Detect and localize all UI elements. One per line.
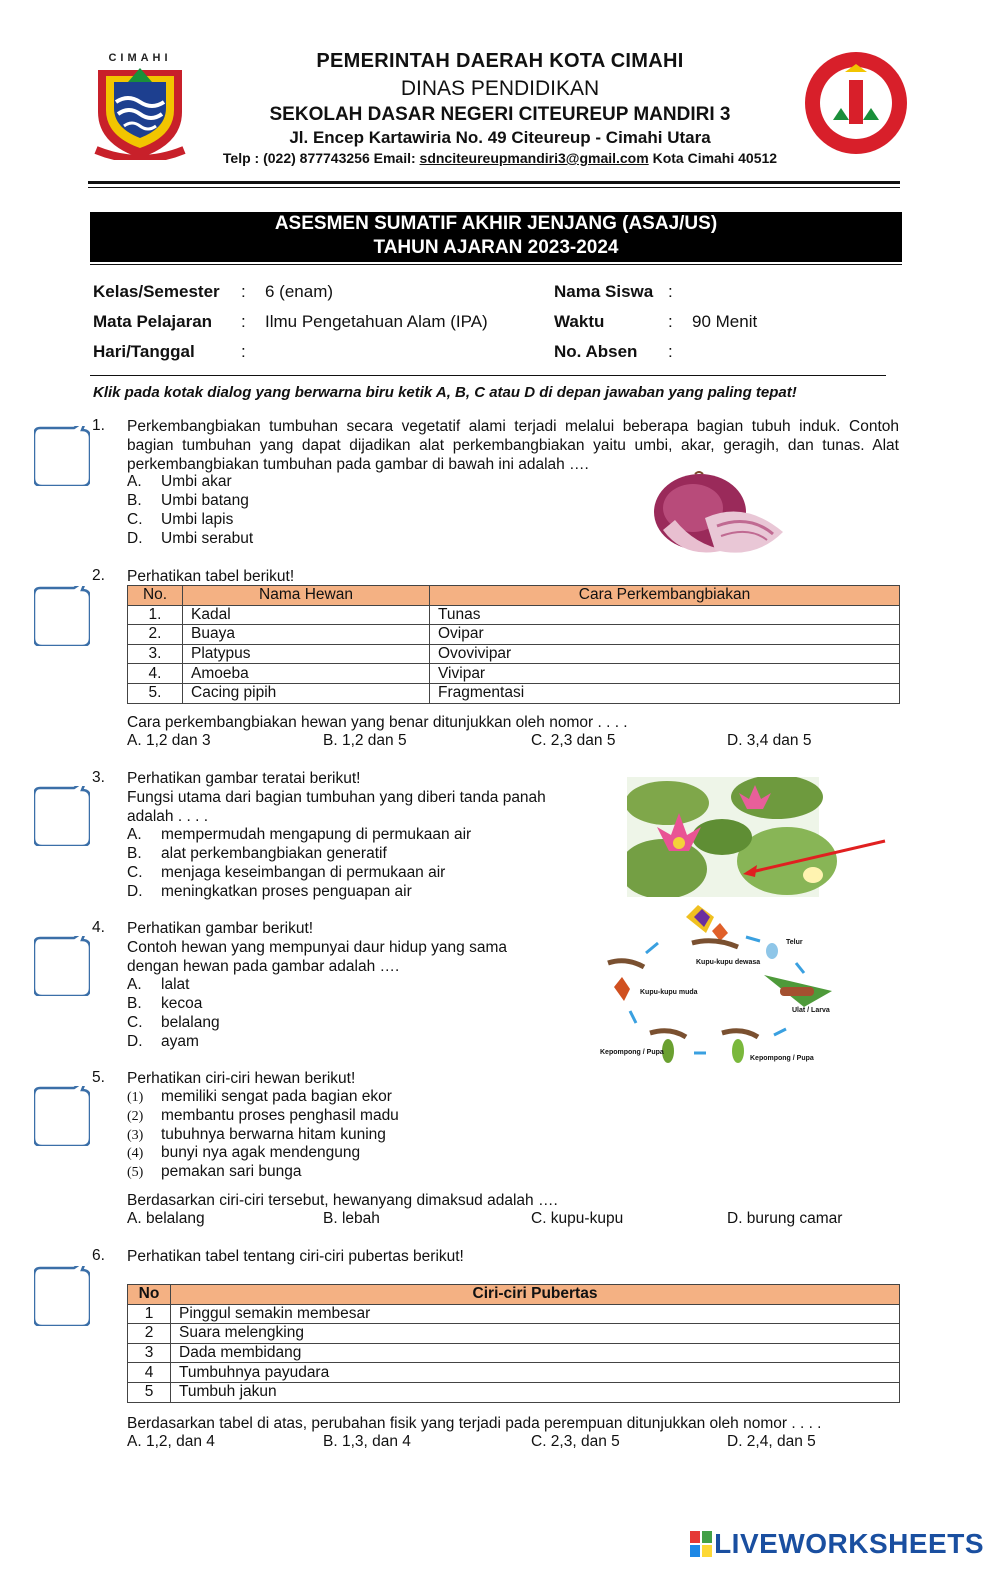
email-link[interactable]: sdnciteureupmandiri3@gmail.com <box>419 150 649 166</box>
kelas-label: Kelas/Semester <box>93 282 220 301</box>
q5-answer-d: D. burung camar <box>727 1210 843 1227</box>
shallot-image <box>645 470 790 560</box>
label-larva: Ulat / Larva <box>792 1007 830 1014</box>
q1-option-a: A. Umbi akar <box>127 473 232 490</box>
q5-answer-c: C. kupu-kupu <box>531 1210 624 1227</box>
exam-title-banner <box>90 212 902 262</box>
header-divider-thick <box>88 181 900 184</box>
table-row: 3. Platypus Ovovivipar <box>128 644 900 664</box>
q2-answer-a: A. 1,2 dan 3 <box>127 732 211 749</box>
header-divider-thin <box>88 187 900 188</box>
q2-table-header <box>128 586 900 606</box>
q4-line1: Perhatikan gambar berikut! <box>127 920 314 937</box>
instruction: Klik pada kotak dialog yang berwarna biru ketik A, B, C atau D di depan jawaban yang paling tepat! <box>93 384 797 401</box>
q5-intro: Perhatikan ciri-ciri hewan berikut! <box>127 1070 356 1087</box>
banner-underline <box>90 264 902 265</box>
liveworksheets-brand[interactable]: LIVEWORKSHEETS <box>714 1528 984 1559</box>
q3-line3: adalah . . . . <box>127 808 208 825</box>
label-pupa-right: Kepompong / Pupa <box>750 1055 814 1062</box>
q6-table-header <box>128 1285 900 1305</box>
contact-prefix: Telp : (022) 877743256 Email: <box>222 150 420 166</box>
q5-answer-b: B. lebah <box>323 1210 380 1227</box>
q2-number: 2. <box>92 567 105 584</box>
q5-number: 5. <box>92 1069 105 1086</box>
q5-feature-2: (2) membantu proses penghasil madu <box>127 1107 399 1124</box>
answer-box-q3[interactable] <box>34 786 90 846</box>
mapel-value: Ilmu Pengetahuan Alam (IPA) <box>265 312 488 331</box>
table-row: 5. Cacing pipih Fragmentasi <box>128 683 900 703</box>
answer-box-q5[interactable] <box>34 1086 90 1146</box>
exam-title: ASESMEN SUMATIF AKHIR JENJANG (ASAJ/US) <box>274 213 718 234</box>
q5-feature-1: (1) memiliki sengat pada bagian ekor <box>127 1088 392 1105</box>
info-divider <box>90 375 886 376</box>
q6-answer-b: B. 1,3, dan 4 <box>323 1433 411 1450</box>
table-row: 4 Tumbuhnya payudara <box>128 1363 900 1383</box>
q1-option-d: D. Umbi serabut <box>127 530 254 547</box>
absen-colon: : <box>668 342 673 361</box>
table-row: 1 Pinggul semakin membesar <box>128 1304 900 1324</box>
header-government: PEMERINTAH DAERAH KOTA CIMAHI <box>316 50 684 72</box>
liveworksheets-logo-icon <box>690 1531 712 1557</box>
table-row: 4. Amoeba Vivipar <box>128 664 900 684</box>
q3-line1: Perhatikan gambar teratai berikut! <box>127 770 361 787</box>
q2-th-no: No. <box>128 586 183 606</box>
answer-box-q4[interactable] <box>34 936 90 996</box>
q5-feature-4: (4) bunyi nya agak mendengung <box>127 1144 361 1161</box>
q6-answer-c: C. 2,3, dan 5 <box>531 1433 620 1450</box>
header-school-name: SEKOLAH DASAR NEGERI CITEUREUP MANDIRI 3 <box>269 104 731 125</box>
q4-option-c: C. belalang <box>127 1014 220 1031</box>
contact-suffix: Kota Cimahi 40512 <box>648 150 778 166</box>
q1-text: Perkembangbiakan tumbuhan secara vegetatif alami terjadi melalui beberapa bagian tubuh induk. Contoh bagian tumbuhan yang dapat dijadikan alat perkembangbiakan yaitu umbi, akar, geragih, dan tunas. Alat perkembangbiakan tumbuhan pada gambar di bawah ini adalah …. <box>127 418 899 473</box>
q4-number: 4. <box>92 919 105 936</box>
waktu-colon: : <box>668 312 673 331</box>
q2-intro: Perhatikan tabel berikut! <box>127 568 295 585</box>
q2-th-cara: Cara Perkembangbiakan <box>430 586 900 606</box>
q5-feature-3: (3) tubuhnya berwarna hitam kuning <box>127 1126 386 1143</box>
label-pupa-left: Kepompong / Pupa <box>600 1049 664 1056</box>
q4-line3: dengan hewan pada gambar adalah …. <box>127 958 400 975</box>
mapel-colon: : <box>241 312 246 331</box>
q5-question: Berdasarkan ciri-ciri tersebut, hewanyang dimaksud adalah …. <box>127 1192 558 1209</box>
q5-feature-5: (5) pemakan sari bunga <box>127 1163 302 1180</box>
kelas-colon: : <box>241 282 246 301</box>
q2-th-nama: Nama Hewan <box>183 586 430 606</box>
table-row: 1. Kadal Tunas <box>128 605 900 625</box>
header-contact <box>0 150 1000 166</box>
q1-option-c: C. Umbi lapis <box>127 511 234 528</box>
q2-table <box>127 585 900 704</box>
answer-box-q6[interactable] <box>34 1266 90 1326</box>
header-department: DINAS PENDIDIKAN <box>400 77 600 100</box>
q4-line2: Contoh hewan yang mempunyai daur hidup yang sama <box>127 939 507 956</box>
q6-answer-a: A. 1,2, dan 4 <box>127 1433 215 1450</box>
header-address: Jl. Encep Kartawiria No. 49 Citeureup - Cimahi Utara <box>289 128 711 147</box>
q3-option-a: A. mempermudah mengapung di permukaan air <box>127 826 472 843</box>
nama-colon: : <box>668 282 673 301</box>
kelas-value: 6 (enam) <box>265 282 334 301</box>
logo-left-text: CIMAHI <box>108 52 172 64</box>
table-row: 2. Buaya Ovipar <box>128 625 900 645</box>
table-row: 3 Dada membidang <box>128 1343 900 1363</box>
q2-answer-b: B. 1,2 dan 5 <box>323 732 407 749</box>
q1-option-b: B. Umbi batang <box>127 492 249 509</box>
mapel-label: Mata Pelajaran <box>93 312 213 331</box>
q6-table <box>127 1284 900 1403</box>
q4-option-d: D. ayam <box>127 1033 199 1050</box>
q5-answer-a: A. belalang <box>127 1210 205 1227</box>
table-row: 2 Suara melengking <box>128 1324 900 1344</box>
absen-label: No. Absen <box>554 342 638 361</box>
q3-line2: Fungsi utama dari bagian tumbuhan yang diberi tanda panah <box>127 789 546 806</box>
q1-number: 1. <box>92 417 105 434</box>
lotus-image <box>627 777 889 897</box>
answer-box-q1[interactable] <box>34 426 90 486</box>
waktu-value: 90 Menit <box>692 312 758 331</box>
exam-year: TAHUN AJARAN 2023-2024 <box>373 237 619 258</box>
q4-option-a: A. lalat <box>127 976 190 993</box>
q6-question: Berdasarkan tabel di atas, perubahan fisik yang terjadi pada perempuan ditunjukkan oleh nomor . . . . <box>127 1415 822 1432</box>
hari-colon: : <box>241 342 246 361</box>
q2-answer-c: C. 2,3 dan 5 <box>531 732 616 749</box>
q4-option-b: B. kecoa <box>127 995 203 1012</box>
q6-intro: Perhatikan tabel tentang ciri-ciri pubertas berikut! <box>127 1248 464 1265</box>
q6-number: 6. <box>92 1247 105 1264</box>
q3-option-d: D. meningkatkan proses penguapan air <box>127 883 412 900</box>
label-young: Kupu-kupu muda <box>640 989 698 996</box>
label-adult: Kupu-kupu dewasa <box>696 959 761 966</box>
q6-th-ciri: Ciri-ciri Pubertas <box>171 1285 900 1305</box>
nama-label: Nama Siswa <box>554 282 654 301</box>
q3-option-b: B. alat perkembangbiakan generatif <box>127 845 387 862</box>
q6-th-no: No <box>128 1285 171 1305</box>
q2-question: Cara perkembangbiakan hewan yang benar ditunjukkan oleh nomor . . . . <box>127 714 628 731</box>
answer-box-q2[interactable] <box>34 586 90 646</box>
hari-label: Hari/Tanggal <box>93 342 195 361</box>
q2-answer-d: D. 3,4 dan 5 <box>727 732 812 749</box>
q6-answer-d: D. 2,4, dan 5 <box>727 1433 816 1450</box>
q3-number: 3. <box>92 769 105 786</box>
table-row: 5 Tumbuh jakun <box>128 1382 900 1402</box>
butterfly-lifecycle-diagram <box>596 903 846 1068</box>
label-egg: Telur <box>786 939 803 946</box>
waktu-label: Waktu <box>554 312 605 331</box>
q3-option-c: C. menjaga keseimbangan di permukaan air <box>127 864 446 881</box>
